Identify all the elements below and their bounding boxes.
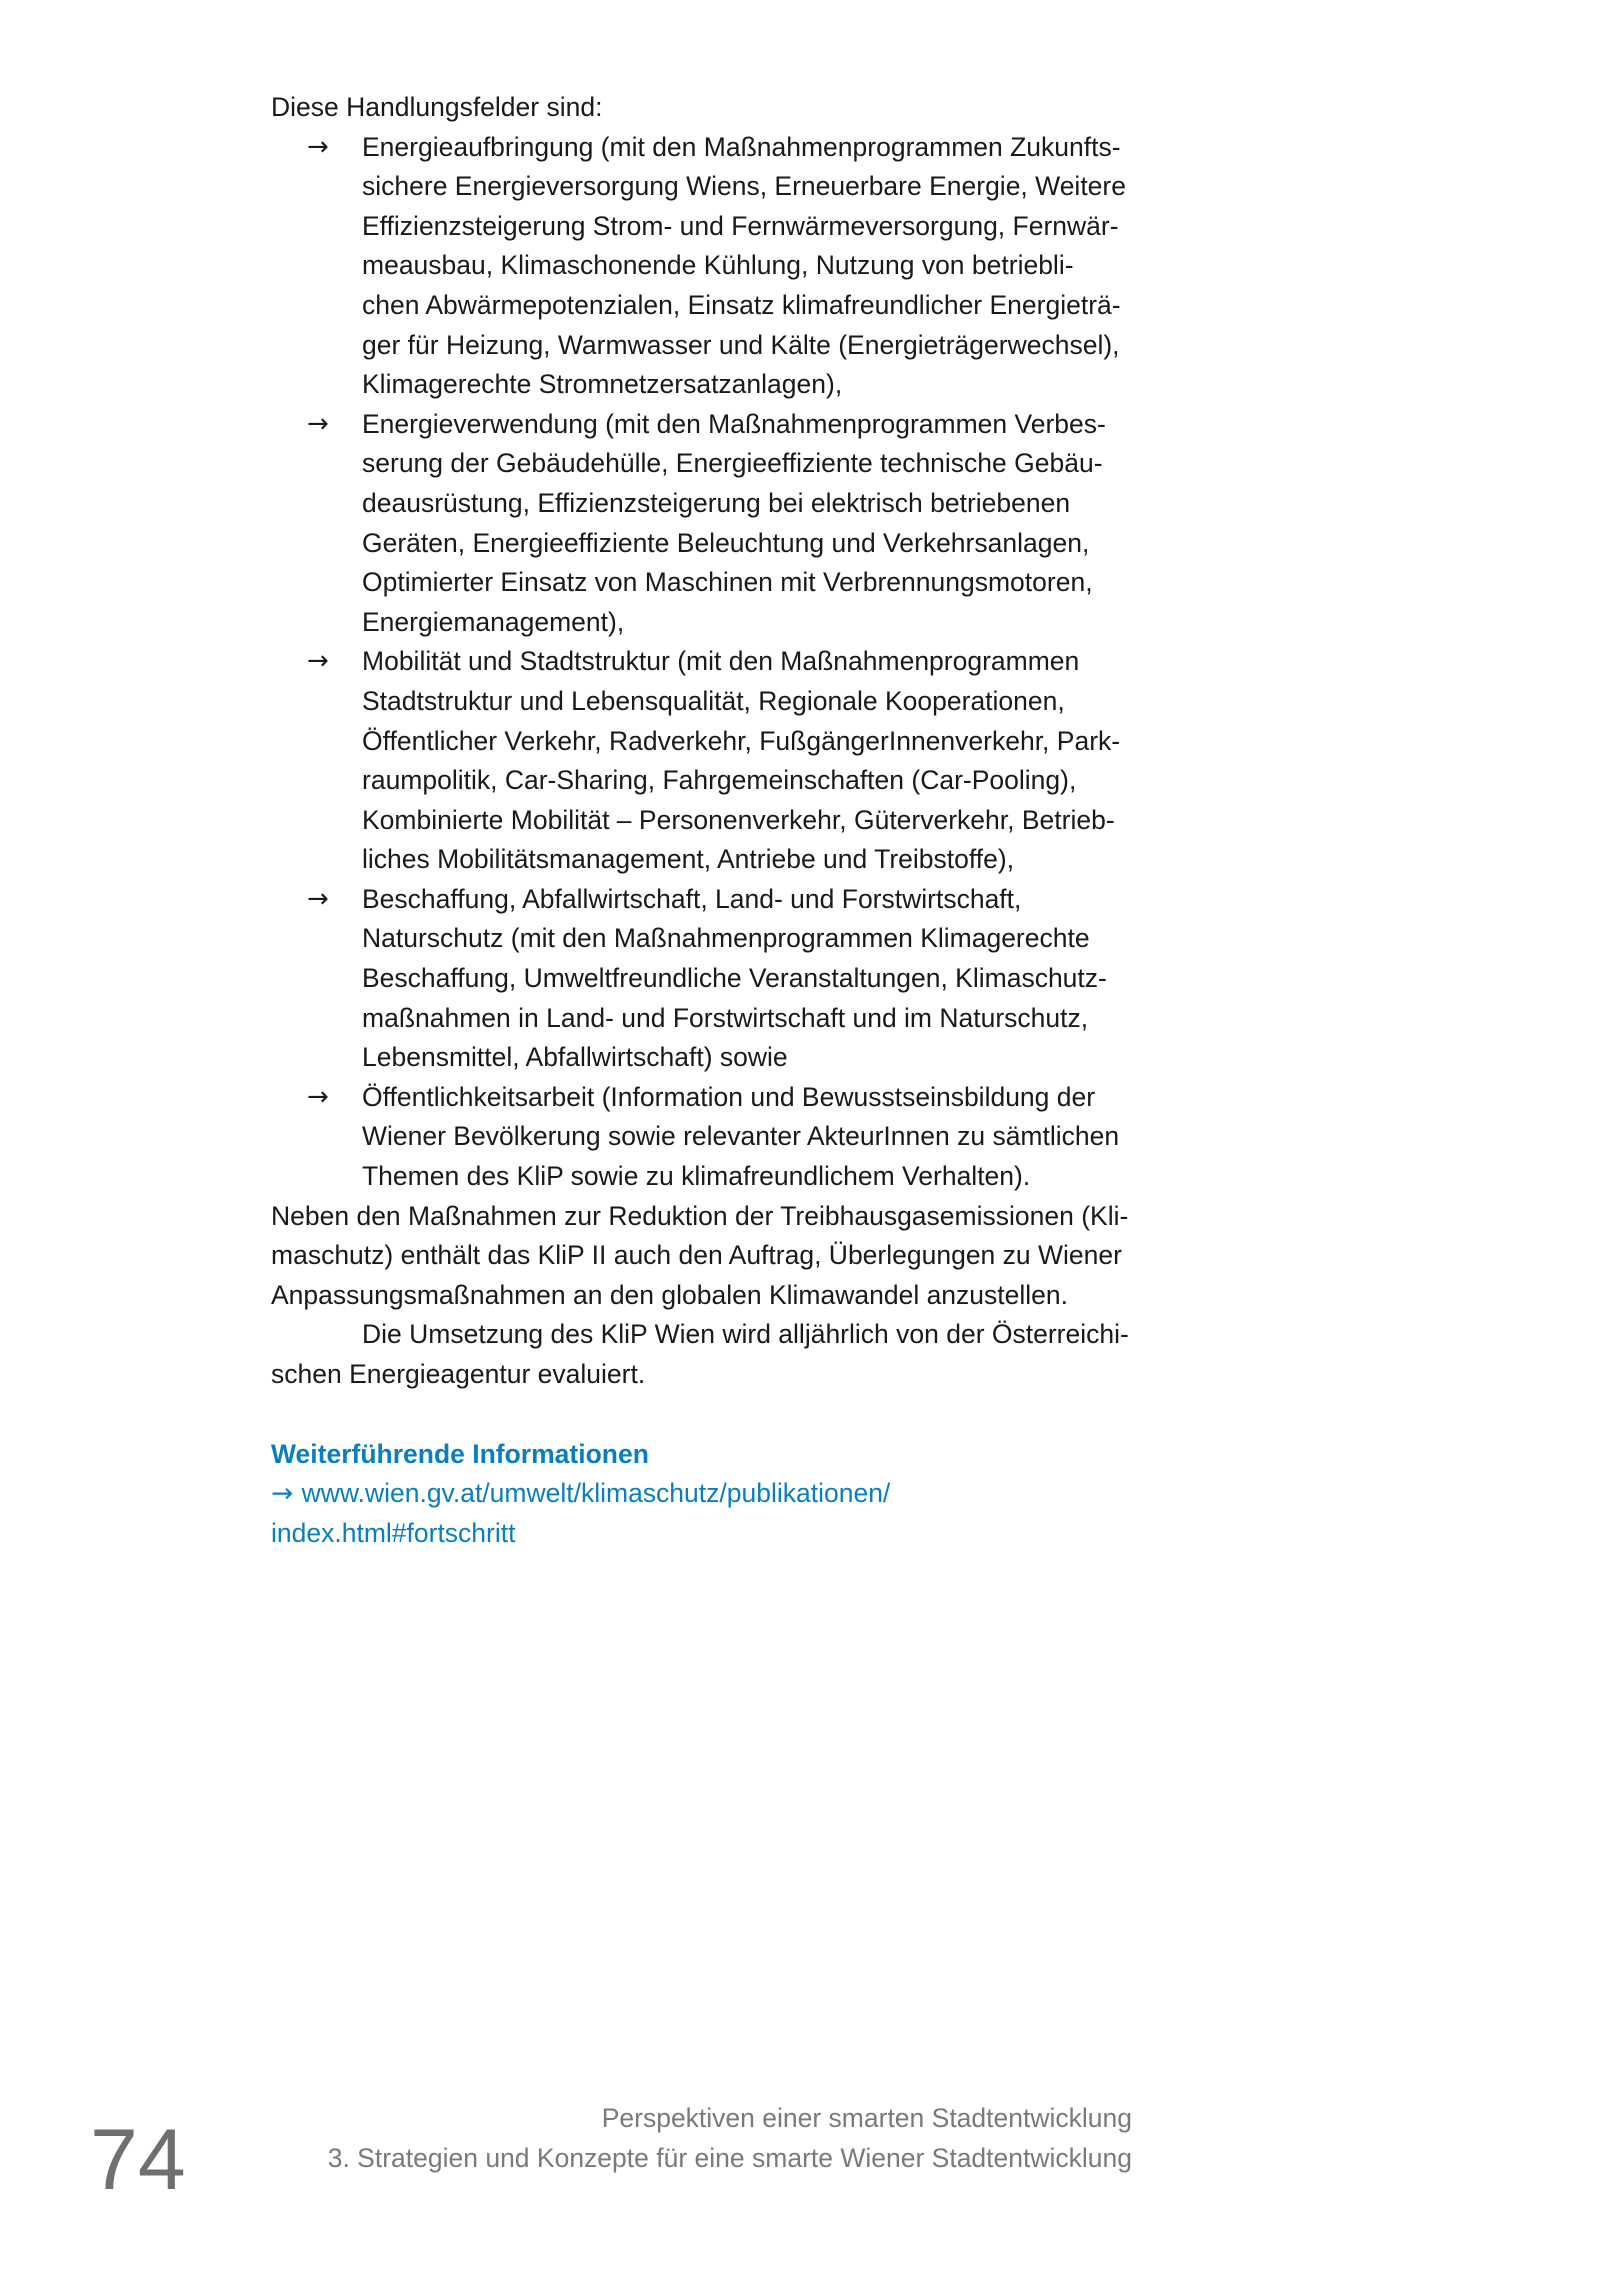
page-content [271,88,1181,1553]
further-information [271,1435,1181,1554]
list-item [271,405,1181,643]
arrow-right-icon: → [271,1478,302,1510]
arrow-right-icon: → [307,1081,329,1112]
list-item-line: Energieverwendung (mit den Maßnahmenprogrammen Verbes- [362,408,1106,439]
paragraph-line: Anpassungsmaßnahmen an den globalen Klimawandel anzustellen. [271,1279,1068,1310]
paragraph-line: maschutz) enthält das KliP II auch den Auftrag, Überlegungen zu Wiener [271,1240,1122,1271]
list-item-line: Optimierter Einsatz von Maschinen mit Verbrennungsmotoren, [362,567,1093,598]
list-item-line: Effizienzsteigerung Strom- und Fernwärmeversorgung, Fernwär- [362,210,1119,241]
paragraph-line: schen Energieagentur evaluiert. [271,1359,646,1389]
footer-section: 3. Strategien und Konzepte für eine smarte Wiener Stadtentwicklung [327,2143,1132,2173]
link-text-line2: index.html#fortschritt [271,1517,516,1548]
paragraph-evaluation [271,1315,1181,1394]
action-fields-list [271,128,1181,1197]
list-item-line: serung der Gebäudehülle, Energieeffiziente technische Gebäu- [362,448,1103,479]
list-item-line: deausrüstung, Effizienzsteigerung bei elektrisch betriebenen [362,487,1071,518]
list-item-line: Themen des KliP sowie zu klimafreundlichem Verhalten). [362,1161,1031,1192]
list-item-line: sichere Energieversorgung Wiens, Erneuerbare Energie, Weitere [362,171,1126,202]
further-information-link[interactable] [271,1474,1181,1553]
list-item-line: raumpolitik, Car-Sharing, Fahrgemeinschaften (Car-Pooling), [362,765,1077,796]
list-item-line: maßnahmen in Land- und Forstwirtschaft und im Naturschutz, [362,1002,1089,1033]
list-item-line: Öffentlichkeitsarbeit (Information und Bewusstseinsbildung der [362,1081,1096,1112]
list-item [271,880,1181,1078]
list-item-line: Beschaffung, Abfallwirtschaft, Land- und Forstwirtschaft, [362,883,1022,914]
list-item-line: Beschaffung, Umweltfreundliche Veranstaltungen, Klimaschutz- [362,963,1107,994]
paragraph-adaptation [271,1197,1181,1316]
list-item-line: Kombinierte Mobilität – Personenverkehr, Güterverkehr, Betrieb- [362,804,1115,835]
list-item-line: Lebensmittel, Abfallwirtschaft) sowie [362,1042,788,1073]
list-item [271,642,1181,880]
list-item-line: Wiener Bevölkerung sowie relevanter AkteurInnen zu sämtlichen [362,1121,1120,1152]
list-item-line: Naturschutz (mit den Maßnahmenprogrammen Klimagerechte [362,923,1090,954]
link-text-line1: www.wien.gv.at/umwelt/klimaschutz/publikationen/ [301,1478,891,1509]
list-item-line: Geräten, Energieeffiziente Beleuchtung und Verkehrsanlagen, [362,527,1090,558]
list-item-line: liches Mobilitätsmanagement, Antriebe und Treibstoffe), [362,844,1015,875]
list-item-line: Klimagerechte Stromnetzersatzanlagen), [362,369,843,400]
further-information-heading: Weiterführende Informationen [271,1438,649,1469]
footer-title: Perspektiven einer smarten Stadtentwicklung [601,2103,1132,2133]
list-item [271,128,1181,405]
arrow-right-icon: → [307,883,329,914]
list-item-line: chen Abwärmepotenzialen, Einsatz klimafreundlicher Energieträ- [362,289,1121,320]
arrow-right-icon: → [307,408,329,439]
list-item-line: Stadtstruktur und Lebensqualität, Regionale Kooperationen, [362,685,1065,716]
list-item-line: Mobilität und Stadtstruktur (mit den Maßnahmenprogrammen [362,646,1080,677]
arrow-right-icon: → [307,646,329,677]
list-item-line: Energieaufbringung (mit den Maßnahmenprogrammen Zukunfts- [362,131,1121,162]
running-footer [272,2098,1132,2178]
paragraph-line: Die Umsetzung des KliP Wien wird alljährlich von der Österreichi- [362,1319,1129,1350]
page-number: 74 [90,2112,186,2208]
list-item-line: Öffentlicher Verkehr, Radverkehr, FußgängerInnenverkehr, Park- [362,725,1121,756]
list-item [271,1078,1181,1197]
list-item-line: ger für Heizung, Warmwasser und Kälte (Energieträgerwechsel), [362,329,1120,360]
list-item-line: Energiemanagement), [362,606,625,637]
intro-text: Diese Handlungsfelder sind: [271,92,603,122]
paragraph-line: Neben den Maßnahmen zur Reduktion der Treibhausgasemissionen (Kli- [271,1200,1129,1231]
arrow-right-icon: → [307,131,329,162]
list-item-line: meausbau, Klimaschonende Kühlung, Nutzung von betriebli- [362,250,1074,281]
